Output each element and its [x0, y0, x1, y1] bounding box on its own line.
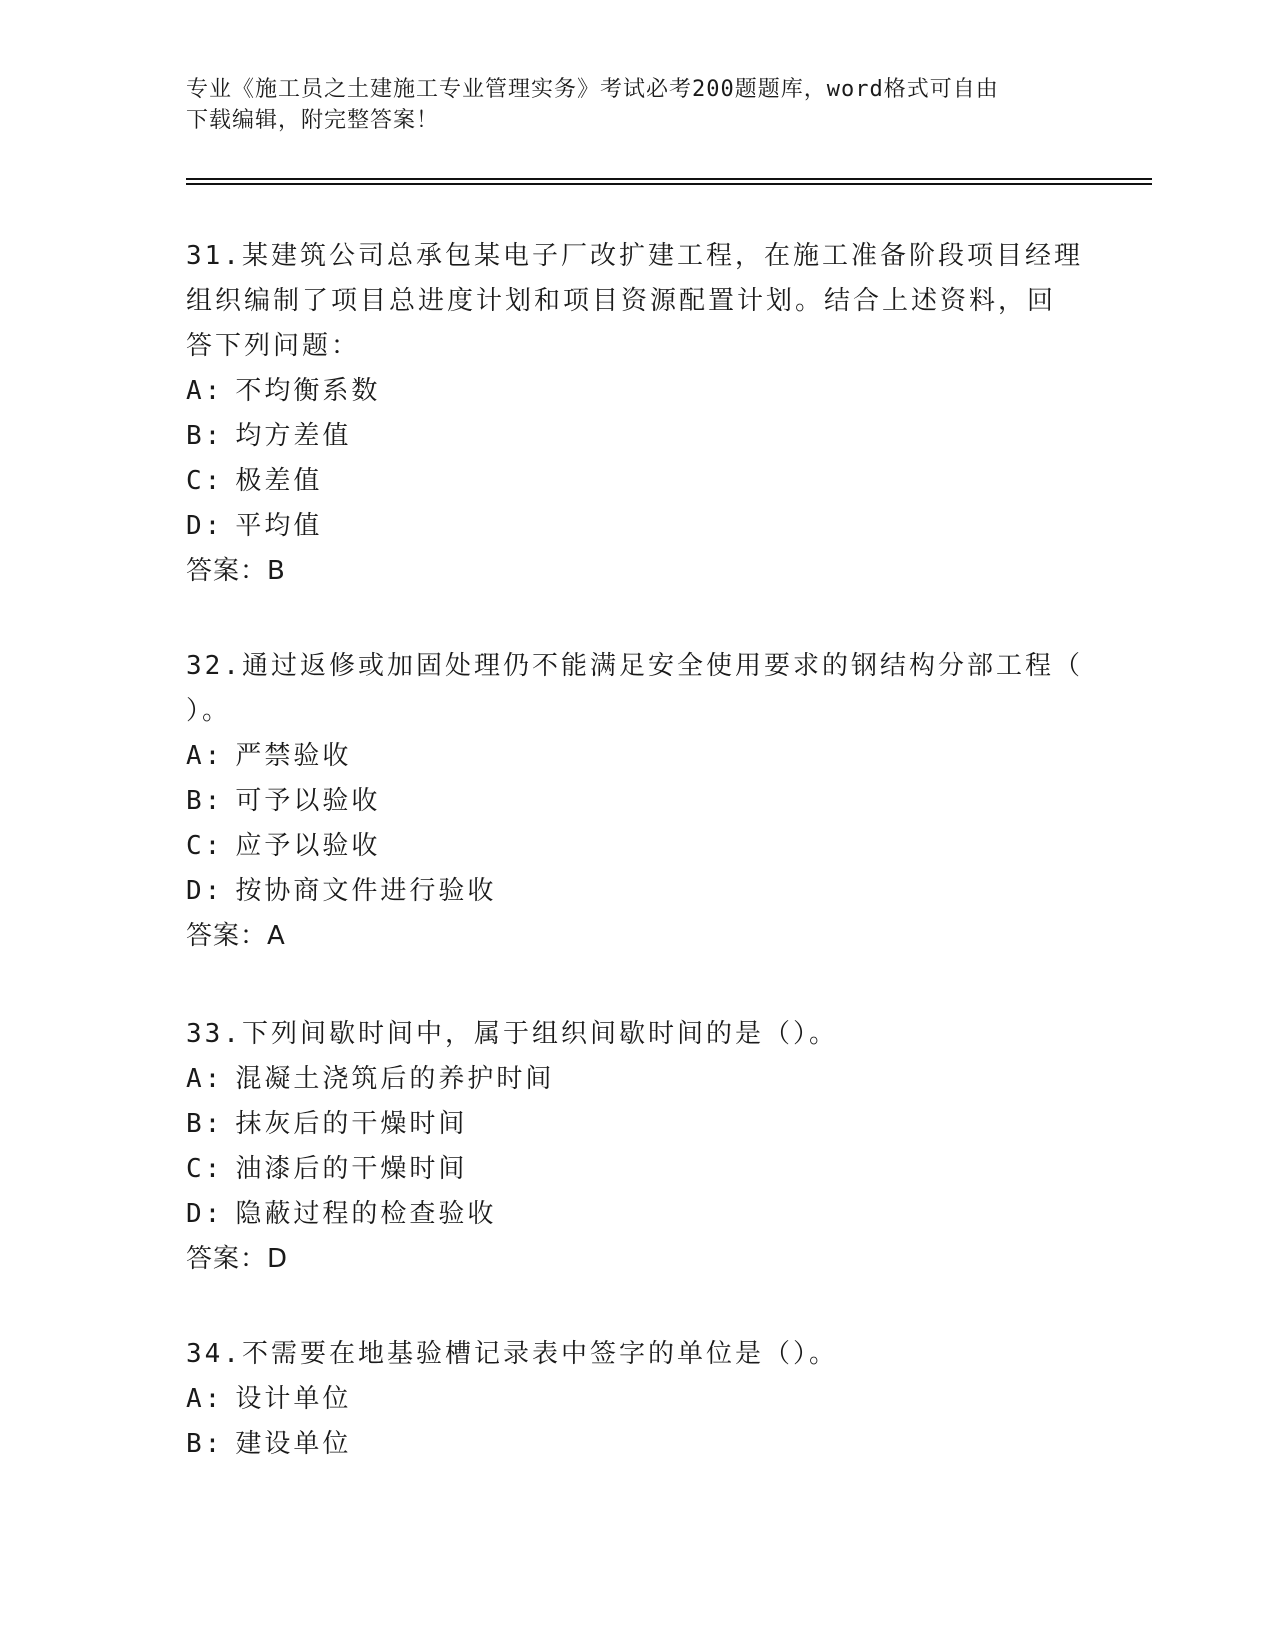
header-line-1: 专业《施工员之土建施工专业管理实务》考试必考200题题库，word格式可自由 [186, 77, 999, 102]
option-b: B: 建设单位 [186, 1429, 352, 1459]
option-d: D: 按协商文件进行验收 [186, 876, 497, 906]
question-34 [186, 1332, 1086, 1467]
option-a: A: 混凝土浇筑后的养护时间 [186, 1064, 555, 1094]
document-header [186, 74, 1066, 136]
option-d: D: 隐蔽过程的检查验收 [186, 1199, 497, 1229]
question-32 [186, 644, 1086, 959]
question-31 [186, 234, 1086, 594]
question-stem-line: 组织编制了项目总进度计划和项目资源配置计划。结合上述资料，回 [186, 286, 1057, 316]
answer-line: 答案：A [186, 921, 286, 951]
option-c: C: 极差值 [186, 466, 323, 496]
header-line-2: 下载编辑，附完整答案！ [186, 108, 440, 133]
question-stem-line: 33.下列间歇时间中，属于组织间歇时间的是（）。 [186, 1019, 838, 1049]
question-stem-line: 32.通过返修或加固处理仍不能满足安全使用要求的钢结构分部工程（ [186, 651, 1083, 681]
question-stem-line: 34.不需要在地基验槽记录表中签字的单位是（）。 [186, 1339, 838, 1369]
option-a: A: 设计单位 [186, 1384, 352, 1414]
answer-line: 答案：B [186, 556, 286, 586]
question-stem-line: 31.某建筑公司总承包某电子厂改扩建工程，在施工准备阶段项目经理 [186, 241, 1083, 271]
question-stem-line: 答下列问题： [186, 331, 361, 361]
option-b: B: 可予以验收 [186, 786, 381, 816]
question-stem-line: ）。 [186, 696, 232, 726]
header-divider-bottom [186, 183, 1152, 185]
answer-line: 答案：D [186, 1244, 289, 1274]
option-d: D: 平均值 [186, 511, 323, 541]
option-a: A: 严禁验收 [186, 741, 352, 771]
option-b: B: 抹灰后的干燥时间 [186, 1109, 468, 1139]
question-33 [186, 1012, 1086, 1282]
option-c: C: 油漆后的干燥时间 [186, 1154, 468, 1184]
option-b: B: 均方差值 [186, 421, 352, 451]
header-divider-top [186, 178, 1152, 180]
option-c: C: 应予以验收 [186, 831, 381, 861]
option-a: A: 不均衡系数 [186, 376, 381, 406]
